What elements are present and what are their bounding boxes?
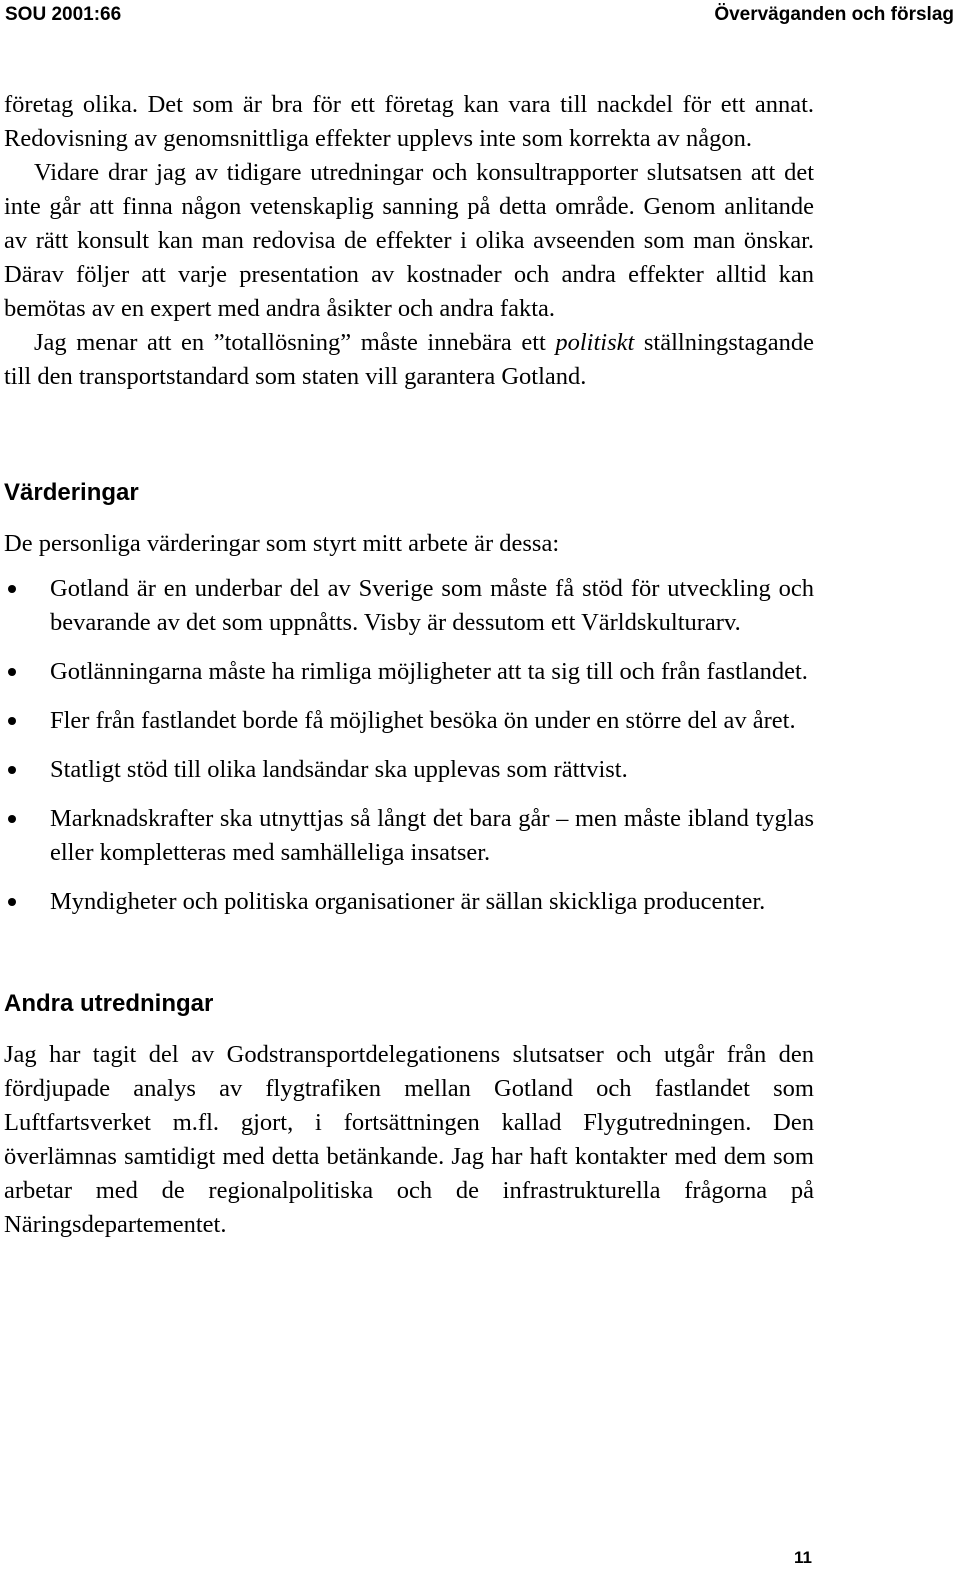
- intro-paragraph-3-start: Jag menar att en ”totallösning” måste innebära ett: [34, 329, 556, 356]
- intro-paragraph-2: Vidare drar jag av tidigare utredningar och konsultrapporter slutsatsen att det inte går att finna någon vetenskaplig sanning på detta område. Genom anlitande av rätt konsult kan man redovisa de effekter i olika avseenden som man önskar. Därav följer att varje presentation av kostnader och andra effekter alltid kan bemötas av en expert med andra åsikter och andra fakta.: [4, 159, 814, 322]
- list-item-text: Marknadskrafter ska utnyttjas så långt det bara går – men måste ibland tyglas eller kompletteras med samhälleliga insatser.: [50, 805, 814, 866]
- bullet-icon: [8, 668, 16, 676]
- bullet-icon: [8, 815, 16, 823]
- list-item-text: Gotland är en underbar del av Sverige som måste få stöd för utveckling och bevarande av det som uppnåtts. Visby är dessutom ett Världskulturarv.: [50, 575, 814, 636]
- page-number: 11: [794, 1548, 812, 1567]
- bullet-icon: [8, 585, 16, 593]
- section-heading-other-reports: Andra utredningar: [4, 990, 214, 1017]
- list-item-text: Gotlänningarna måste ha rimliga möjligheter att ta sig till och från fastlandet.: [50, 658, 808, 685]
- section-heading-values: Värderingar: [4, 479, 139, 506]
- list-item: [4, 802, 814, 870]
- list-item: [4, 655, 814, 689]
- list-item: [4, 753, 814, 787]
- running-head-chapter-title: Överväganden och förslag: [714, 4, 954, 25]
- list-item-text: Fler från fastlandet borde få möjlighet besöka ön under en större del av året.: [50, 707, 796, 734]
- list-item: [4, 572, 814, 640]
- intro-paragraph-1: företag olika. Det som är bra för ett företag kan vara till nackdel för ett annat. Redovisning av genomsnittliga effekter upplevs inte som korrekta av någon.: [4, 91, 814, 152]
- bullet-icon: [8, 766, 16, 774]
- list-item-text: Myndigheter och politiska organisationer är sällan skickliga producenter.: [50, 888, 766, 915]
- bullet-icon: [8, 717, 16, 725]
- list-item: [4, 704, 814, 738]
- other-reports-paragraph: Jag har tagit del av Godstransportdelegationens slutsatser och utgår från den fördjupade analys av flygtrafiken mellan Gotland och fastlandet som Luftfartsverket m.fl. gjort, i fortsättningen kallad Flygutredningen. Den överlämnas samtidigt med detta betänkande. Jag har haft kontakter med dem som arbetar med de regionalpolitiska och de infrastrukturella frågorna på Näringsdepartementet.: [4, 1041, 814, 1238]
- values-bullet-list: [4, 572, 814, 919]
- intro-paragraph-3-emphasis: politiskt: [555, 329, 635, 356]
- intro-paragraph-3-end: ställningstagande till den transportstandard som staten vill garantera Gotland.: [4, 329, 814, 390]
- bullet-icon: [8, 898, 16, 906]
- page-body: [4, 88, 814, 1242]
- list-item-text: Statligt stöd till olika landsändar ska upplevas som rättvist.: [50, 756, 628, 783]
- values-lead: De personliga värderingar som styrt mitt arbete är dessa:: [4, 530, 560, 557]
- running-head-report-id: SOU 2001:66: [5, 4, 122, 25]
- list-item: [4, 885, 814, 919]
- intro-paragraph-3: [4, 326, 814, 394]
